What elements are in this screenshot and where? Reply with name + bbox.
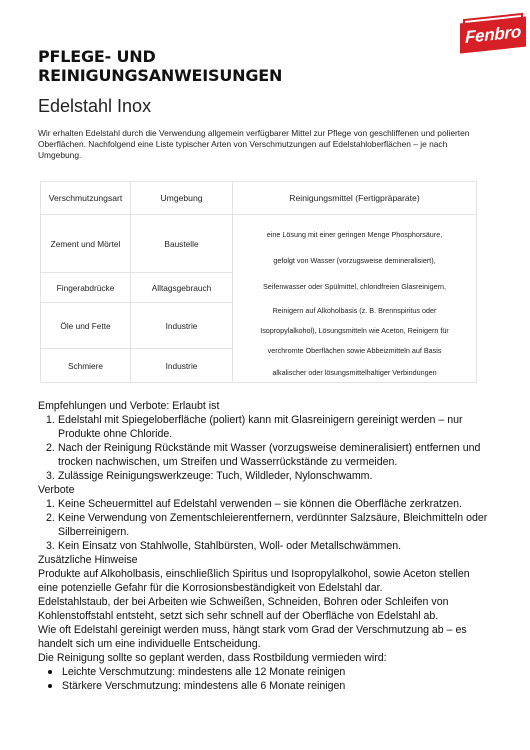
notes-paragraph: Produkte auf Alkoholbasis, einschließlich Spiritus und Isopropylalkohol, sowie Aceton stellen eine potenzielle Gefahr für die Korrosionsbeständigkeit von Edelstahl dar.	[38, 568, 470, 594]
list-item	[38, 665, 488, 679]
logo-text: Fenbro	[465, 22, 521, 47]
list-item	[38, 679, 488, 693]
fenbro-logo	[460, 17, 526, 54]
list-text: Keine Scheuermittel auf Edelstahl verwenden – sie können die Oberfläche zerkratzen.	[58, 498, 462, 510]
list-text: Kein Einsatz von Stahlwolle, Stahlbürsten, Woll- oder Metallschwämmen.	[58, 540, 402, 552]
table-cell-type: Zement und Mörtel	[41, 215, 131, 273]
page-title-line-2: REINIGUNGSANWEISUNGEN	[38, 66, 283, 85]
list-number: 2.	[46, 442, 55, 454]
page-title-line-1: PFLEGE- UND	[38, 47, 156, 66]
list-item	[38, 469, 488, 483]
notes-paragraph: Wie oft Edelstahl gereinigt werden muss, hängt stark vom Grad der Verschmutzung ab – es handelt sich um eine individuelle Entscheidung.	[38, 624, 467, 650]
list-number: 3.	[46, 540, 55, 552]
list-number: 1.	[46, 414, 55, 426]
list-text: Nach der Reinigung Rückstände mit Wasser (vorzugsweise demineralisiert) entfernen und trocken nachwischen, um Streifen und Wasserrückstände zu vermeiden.	[58, 442, 481, 468]
list-text: Leichte Verschmutzung: mindestens alle 12 Monate reinigen	[62, 666, 346, 678]
cleaning-table	[40, 181, 477, 383]
list-text: Zulässige Reinigungswerkzeuge: Tuch, Wildleder, Nylonschwamm.	[58, 470, 373, 482]
instructions-body	[38, 399, 488, 693]
table-cell-env: Alltagsgebrauch	[131, 273, 233, 303]
allowed-list	[38, 413, 488, 483]
intro-paragraph: Wir erhalten Edelstahl durch die Verwendung allgemein verfügbarer Mittel zur Pflege von geschliffenen und polierten Oberflächen. Nachfolgend eine Liste typischer Arten von Verschmutzungen auf Edelstahloberflächen – je nach Umgebung.	[38, 128, 470, 160]
list-number: 2.	[46, 512, 55, 524]
list-text: Keine Verwendung von Zementschleierentfernern, verdünnter Salzsäure, Bleichmitteln oder Silberreinigern.	[58, 512, 488, 538]
table-cell-type: Öle und Fette	[41, 303, 131, 349]
table-header-soiling-type: Verschmutzungsart	[41, 182, 131, 215]
table-cell-agents: eine Lösung mit einer geringen Menge Phosphorsäure, gefolgt von Wasser (vorzugsweise demineralisiert), Seifenwasser oder Spülmittel, chloridfreien Glasreinigern, Reinigern auf Alkoholbasis (z. B. Brennspiritus oder Isopropylalkohol), Lösungsmitteln wie Aceton, Reinigern für verchromte Oberflächen sowie Abbeizmitteln auf Basis alkalischer oder lösungsmittelhaltiger Verbindungen	[233, 215, 477, 383]
forbidden-heading: Verbote	[38, 484, 75, 496]
forbidden-list	[38, 497, 488, 553]
list-text: Edelstahl mit Spiegeloberfläche (poliert) kann mit Glasreinigern gereinigt werden – nur Produkte ohne Chloride.	[58, 414, 463, 440]
list-item	[38, 511, 488, 539]
frequency-list	[38, 665, 488, 693]
list-number: 3.	[46, 470, 55, 482]
table-cell-type: Fingerabdrücke	[41, 273, 131, 303]
table-row	[41, 215, 477, 273]
page-subtitle: Edelstahl Inox	[38, 96, 152, 116]
list-number: 1.	[46, 498, 55, 510]
notes-paragraph: Die Reinigung sollte so geplant werden, dass Rostbildung vermieden wird:	[38, 652, 387, 664]
table-cell-type: Schmiere	[41, 349, 131, 383]
table-header-cleaning-agent: Reinigungsmittel (Fertigpräparate)	[233, 182, 477, 215]
list-text: Stärkere Verschmutzung: mindestens alle 6 Monate reinigen	[62, 680, 346, 692]
bullet-icon	[48, 684, 52, 688]
list-item	[38, 539, 488, 553]
table-cell-env: Baustelle	[131, 215, 233, 273]
list-item	[38, 413, 488, 441]
page-title	[38, 47, 438, 85]
notes-heading: Zusätzliche Hinweise	[38, 554, 138, 566]
table-header-environment: Umgebung	[131, 182, 233, 215]
table-cell-env: Industrie	[131, 349, 233, 383]
list-item	[38, 497, 488, 511]
recommendations-heading: Empfehlungen und Verbote: Erlaubt ist	[38, 400, 220, 412]
list-item	[38, 441, 488, 469]
notes-paragraph: Edelstahlstaub, der bei Arbeiten wie Schweißen, Schneiden, Bohren oder Schleifen von Kohlenstoffstahl entsteht, setzt sich sehr schnell auf der Oberfläche von Edelstahl ab.	[38, 596, 449, 622]
bullet-icon	[48, 670, 52, 674]
table-header-row	[41, 182, 477, 215]
table-cell-env: Industrie	[131, 303, 233, 349]
